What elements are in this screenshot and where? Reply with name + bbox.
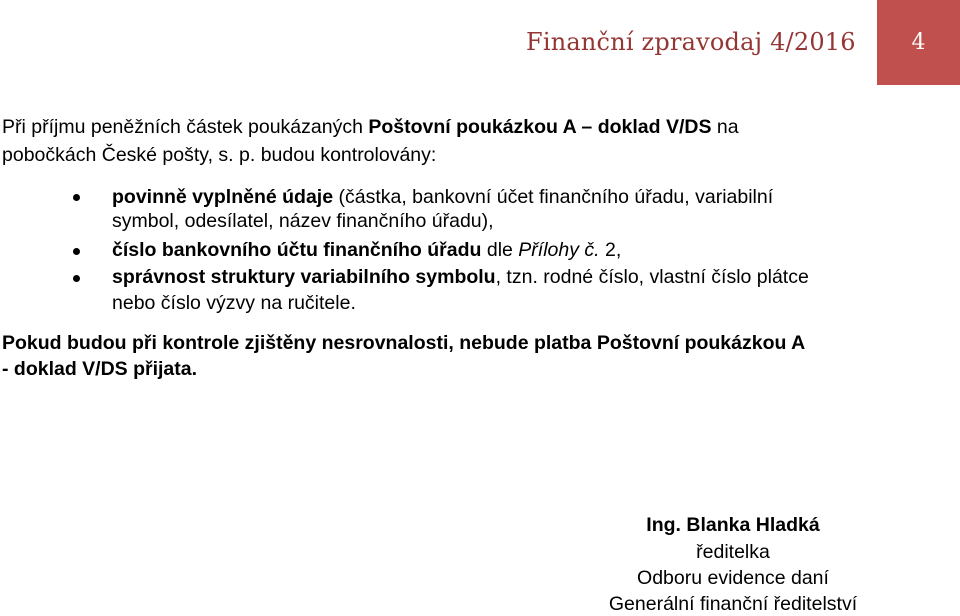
header-title: Finanční zpravodaj 4/2016 <box>526 28 856 56</box>
bullet-dot <box>73 275 80 282</box>
bullet-3-text: , tzn. rodné číslo, vlastní číslo plátce <box>495 266 809 288</box>
bullet-2-bold: číslo bankovního účtu finančního úřadu <box>112 239 482 261</box>
intro-bold-text: Poštovní poukázkou A – doklad V/DS <box>368 116 712 138</box>
intro-tail: na <box>711 116 739 138</box>
page-number-badge: 4 <box>877 0 960 85</box>
bullet-2-tail: 2, <box>599 239 622 261</box>
bullet-3-line-2: nebo číslo výzvy na ručitele. <box>112 292 356 314</box>
intro-line-1 <box>2 114 739 140</box>
conclusion-line-2: - doklad V/DS přijata. <box>2 358 198 380</box>
bullet-1-line-1 <box>112 184 773 210</box>
bullet-2-italic: Přílohy č. <box>518 239 600 261</box>
bullet-dot <box>73 194 80 201</box>
signature-name: Ing. Blanka Hladká <box>646 514 820 536</box>
signature-department: Odboru evidence daní <box>637 567 829 589</box>
bullet-1-bold: povinně vyplněné údaje <box>112 186 334 208</box>
bullet-dot <box>73 248 80 255</box>
bullet-3-line-1 <box>112 264 809 290</box>
intro-text: Při příjmu peněžních částek poukázaných <box>2 116 369 138</box>
signature-block <box>540 514 926 615</box>
signature-role: ředitelka <box>696 541 770 563</box>
bullet-2-text: dle <box>481 239 519 261</box>
bullet-1-line-2: symbol, odesílatel, název finančního úřadu), <box>112 210 494 232</box>
intro-line-2: pobočkách České pošty, s. p. budou kontrolovány: <box>2 144 437 166</box>
bullet-2-line <box>112 237 621 263</box>
bullet-1-text: (částka, bankovní účet finančního úřadu, variabilní <box>333 186 774 208</box>
signature-organization: Generální finanční ředitelství <box>608 593 858 615</box>
conclusion-line-1: Pokud budou při kontrole zjištěny nesrovnalosti, nebude platba Poštovní poukázkou A <box>2 332 806 354</box>
bullet-3-bold: správnost struktury variabilního symbolu <box>112 266 496 288</box>
